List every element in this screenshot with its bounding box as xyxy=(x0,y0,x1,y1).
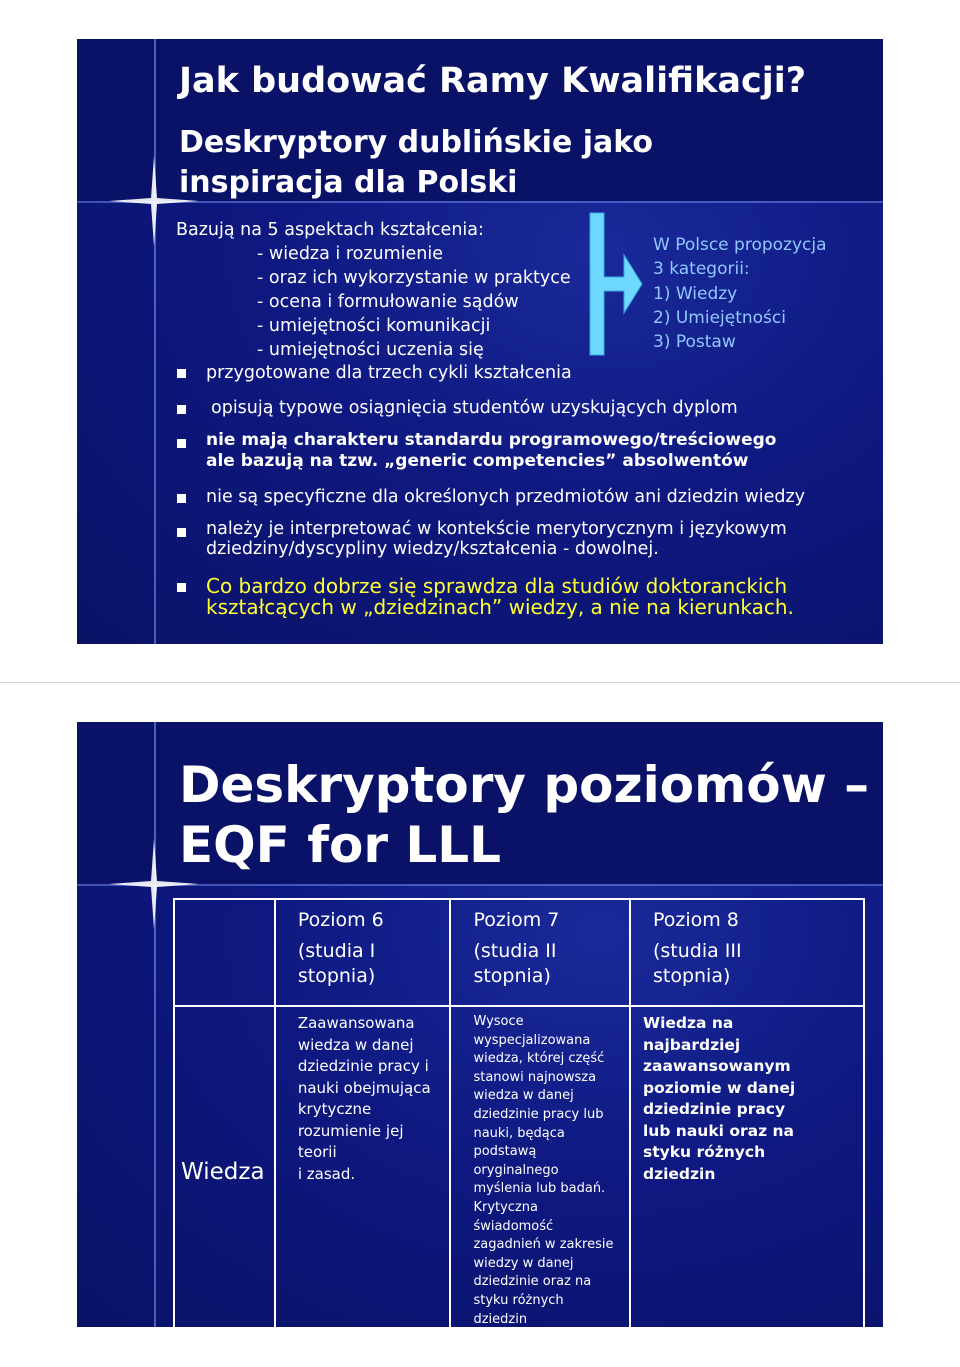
cell-text-line: Zaawansowana xyxy=(297,1014,415,1032)
cell-text-line: styku różnych dziedzin xyxy=(473,1292,564,1327)
table-header-cell xyxy=(450,899,630,1006)
level-desc: (studia II xyxy=(473,940,557,962)
cell-text-line: Krytyczna świadomość xyxy=(473,1199,554,1234)
cell-text-line: dziedzinie oraz na xyxy=(473,1274,592,1290)
bullet-text: nie są specyficzne dla określonych przedmiotów ani dziedzin wiedzy xyxy=(206,487,805,507)
cell-text-line: dziedzinie pracy i xyxy=(297,1057,429,1075)
bullet-icon xyxy=(177,583,186,592)
cell-text-line: Wiedza na xyxy=(642,1014,734,1032)
cell-text-line: wiedza, której część xyxy=(473,1051,605,1067)
table-cell xyxy=(630,1006,864,1327)
highlight-text: Co bardzo dobrze się sprawdza dla studiów doktoranckich xyxy=(206,574,788,598)
cell-text-line: podstawą oryginalnego xyxy=(473,1144,559,1178)
level-desc: (studia III xyxy=(652,940,742,962)
cell-text-line: poziomie w danej xyxy=(642,1078,796,1097)
table-cell xyxy=(275,1006,451,1327)
side-note-item: 1) Wiedzy xyxy=(653,284,738,304)
cell-text-line: i zasad. xyxy=(297,1164,356,1183)
cell-text-line: lub nauki oraz na xyxy=(642,1121,795,1140)
cell-text-line: zagadnień w zakresie xyxy=(473,1237,614,1253)
aspect-item: - umiejętności uczenia się xyxy=(257,340,484,360)
cell-text-line: nauki, będąca xyxy=(473,1125,565,1141)
slide-subtitle: Deskryptory dublińskie jako inspiracja dla Polski xyxy=(179,125,654,200)
side-note-item: 3) Postaw xyxy=(653,332,736,352)
table-corner-cell xyxy=(174,899,275,1006)
table-row xyxy=(174,1006,864,1327)
cell-text-line: dziedzinie pracy lub xyxy=(473,1106,604,1122)
row-label: Wiedza xyxy=(174,1006,275,1327)
cell-text-line: wiedza w danej xyxy=(473,1088,574,1104)
level-desc: (studia I xyxy=(297,940,376,962)
bullet-text: nie mają charakteru standardu programowego/treściowego xyxy=(206,430,777,450)
level-desc: stopnia) xyxy=(473,965,551,987)
cell-text-line: Wysoce xyxy=(473,1014,524,1029)
bullet-text: opisują typowe osiągnięcia studentów uzyskujących dyplom xyxy=(211,398,738,418)
cell-text-line: zaawansowanym xyxy=(642,1057,791,1075)
side-note-item: 2) Umiejętności xyxy=(653,308,786,328)
aspect-item: - umiejętności komunikacji xyxy=(257,316,491,336)
cell-text-line: nauki obejmująca xyxy=(297,1078,431,1097)
level-desc: stopnia) xyxy=(652,965,731,987)
eqf-descriptor-table xyxy=(173,898,865,1327)
bullet-text: przygotowane dla trzech cykli kształcenia xyxy=(206,363,572,383)
table-header-row xyxy=(174,899,864,1006)
cell-text-line: myślenia lub badań. xyxy=(473,1181,606,1197)
aspect-item: - ocena i formułowanie sądów xyxy=(257,292,519,312)
level-name: Poziom 7 xyxy=(473,909,560,931)
bullet-icon xyxy=(177,528,186,537)
bracket-arrow-icon xyxy=(586,211,646,357)
bullet-icon xyxy=(177,405,186,414)
level-name: Poziom 6 xyxy=(297,909,384,931)
cell-text-line: rozumienie jej teorii xyxy=(297,1121,404,1161)
slide-title: EQF for LLL xyxy=(179,816,501,874)
level-desc: stopnia) xyxy=(297,965,376,987)
side-note-line: 3 kategorii: xyxy=(653,259,750,279)
bullet-text: należy je interpretować w kontekście merytorycznym i językowym xyxy=(206,519,787,539)
decorative-vertical-line xyxy=(154,722,156,1327)
cell-text-line: dziedzinie pracy xyxy=(642,1100,786,1118)
bullet-icon xyxy=(177,369,186,378)
slide-1 xyxy=(77,39,883,644)
page-separator xyxy=(0,682,960,683)
slide-2 xyxy=(77,722,883,1327)
cell-text-line: wiedzy w danej xyxy=(473,1255,574,1271)
cell-text-line: wiedza w danej xyxy=(297,1035,414,1054)
side-note-line: W Polsce propozycja xyxy=(653,235,827,255)
table-header-cell xyxy=(630,899,864,1006)
table-header-cell xyxy=(275,899,451,1006)
cell-text-line: wyspecjalizowana xyxy=(473,1032,591,1048)
slide-title: Jak budować Ramy Kwalifikacji? xyxy=(179,61,807,101)
cell-text-line: dziedzin xyxy=(642,1164,716,1183)
highlight-text: kształcących w „dziedzinach” wiedzy, a nie na kierunkach. xyxy=(206,595,794,619)
aspects-intro: Bazują na 5 aspektach kształcenia: xyxy=(176,220,484,240)
decorative-vertical-line xyxy=(154,39,156,644)
cell-text-line: stanowi najnowsza xyxy=(473,1069,597,1085)
table-cell xyxy=(450,1006,630,1327)
aspect-item: - wiedza i rozumienie xyxy=(257,244,444,264)
slide-title: Deskryptory poziomów – xyxy=(179,756,870,814)
bullet-text: dziedziny/dyscypliny wiedzy/kształcenia - dowolnej. xyxy=(206,539,659,559)
bullet-icon xyxy=(177,494,186,503)
level-name: Poziom 8 xyxy=(652,909,739,931)
aspect-item: - oraz ich wykorzystanie w praktyce xyxy=(257,268,571,288)
cell-text-line: styku różnych xyxy=(642,1143,766,1161)
bullet-text: ale bazują na tzw. „generic competencies” absolwentów xyxy=(206,451,749,471)
bullet-icon xyxy=(177,439,186,448)
cell-text-line: najbardziej xyxy=(642,1035,741,1054)
cell-text-line: krytyczne xyxy=(297,1100,372,1118)
